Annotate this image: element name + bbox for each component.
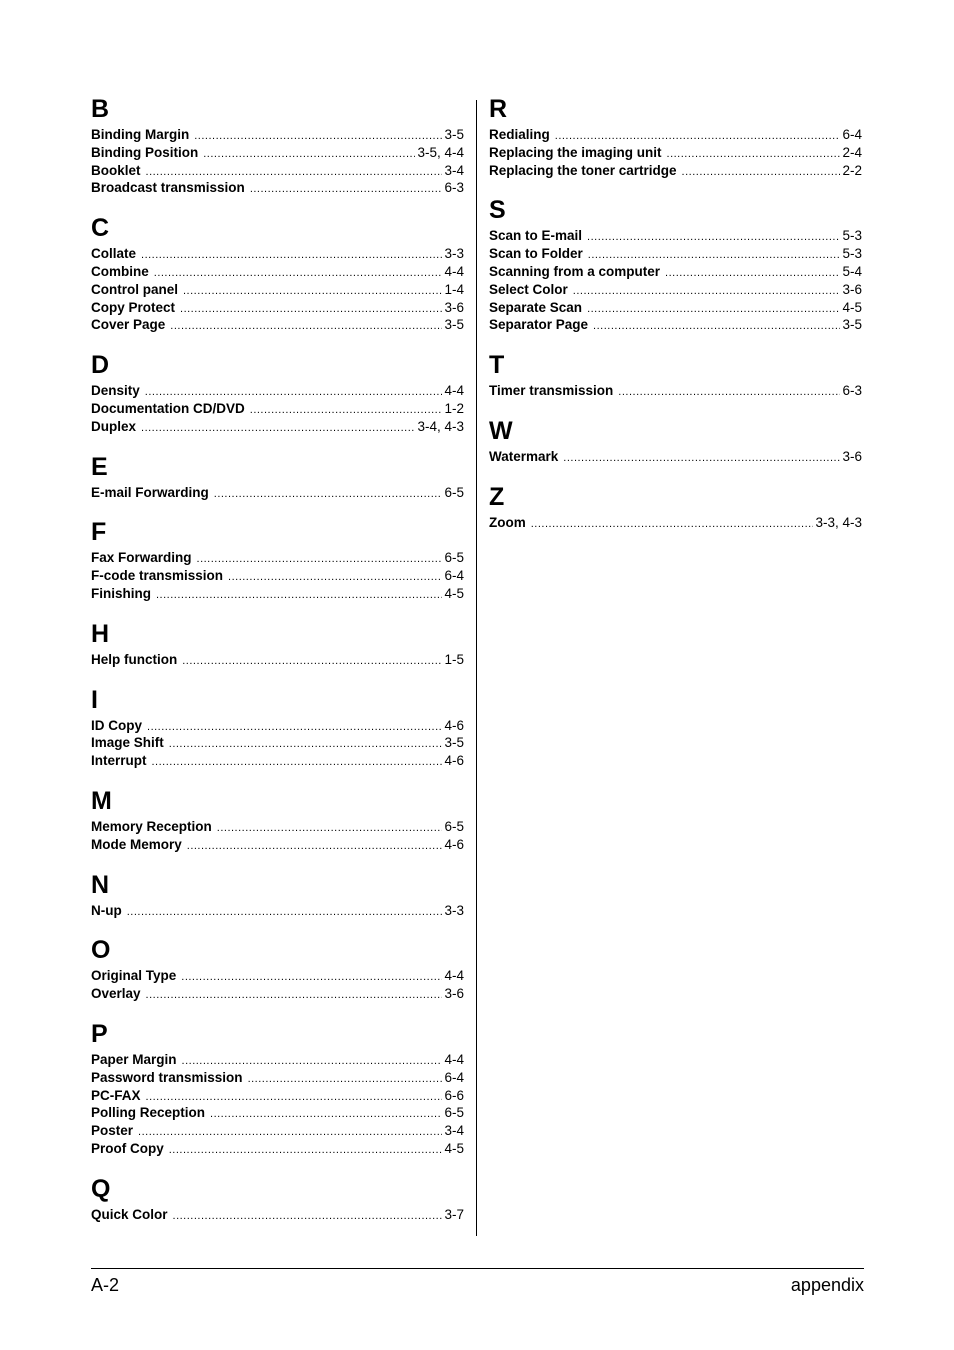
dot-leader: [169, 736, 443, 754]
index-entry-page: 6-3: [842, 383, 862, 399]
index-letter-heading: W: [489, 416, 513, 445]
index-entry: [489, 382, 862, 400]
index-entry-term: PC-FAX: [91, 1087, 141, 1103]
index-entry-page: 3-5: [444, 735, 464, 751]
index-letter-heading: P: [91, 1019, 108, 1048]
index-entry-term: Broadcast transmission: [91, 180, 245, 196]
index-entry-page: 2-2: [842, 162, 862, 178]
index-entry: [91, 717, 464, 735]
index-entry: [91, 734, 464, 752]
index-entry-list: [91, 965, 464, 1003]
index-entry-page: 6-5: [444, 550, 464, 566]
index-entry-page: 6-3: [444, 180, 464, 196]
index-entry-term: Fax Forwarding: [91, 550, 192, 566]
dot-leader: [183, 283, 442, 301]
dot-leader: [181, 969, 442, 987]
index-entry-term: Timer transmission: [489, 383, 614, 399]
index-entry: [91, 144, 464, 162]
index-letter-heading: H: [91, 619, 110, 648]
dot-leader: [248, 1071, 443, 1089]
index-entry-term: Help function: [91, 651, 178, 667]
footer-page-number: A-2: [91, 1275, 120, 1295]
index-entry-term: Separate Scan: [489, 299, 583, 315]
dot-leader: [214, 486, 443, 504]
index-entry-page: 3-7: [444, 1206, 464, 1222]
index-entry: [489, 245, 862, 263]
index-entry: [91, 1069, 464, 1087]
dot-leader: [141, 420, 415, 438]
index-letter-heading: Z: [489, 482, 505, 511]
index-entry: [91, 126, 464, 144]
index-letter-heading: F: [91, 518, 107, 547]
index-entry-list: [489, 225, 862, 334]
index-letter-heading: M: [91, 786, 112, 815]
index-entry-term: Poster: [91, 1123, 134, 1139]
index-entry-page: 4-4: [444, 263, 464, 279]
index-entry-term: Proof Copy: [91, 1140, 164, 1156]
dot-leader: [210, 1106, 442, 1124]
index-entry-list: [489, 124, 862, 179]
index-entry: [489, 126, 862, 144]
index-entry-term: Duplex: [91, 418, 137, 434]
index-entry: [91, 245, 464, 263]
index-entry: [91, 281, 464, 299]
dot-leader: [141, 247, 442, 265]
index-letter-heading: N: [91, 870, 110, 899]
index-entry: [91, 967, 464, 985]
index-entry-page: 3-4: [444, 162, 464, 178]
dot-leader: [170, 318, 442, 336]
index-entry-page: 6-4: [842, 127, 862, 142]
index-section-n: [91, 871, 464, 920]
dot-leader: [618, 384, 840, 402]
index-entry-page: 3-6: [842, 448, 862, 464]
index-entry: [91, 1140, 464, 1158]
index-entry-term: Scan to Folder: [489, 246, 583, 262]
dot-leader: [169, 1142, 443, 1160]
index-letter-heading: Q: [91, 1174, 111, 1203]
index-section-r: [489, 95, 862, 179]
dot-leader: [667, 146, 841, 164]
index-entry-term: Finishing: [91, 585, 151, 601]
index-section-c: [91, 214, 464, 334]
index-entry-page: 6-5: [444, 484, 464, 500]
index-entry-term: Password transmission: [91, 1069, 243, 1085]
index-entry-term: Polling Reception: [91, 1105, 206, 1121]
index-entry-page: 4-4: [444, 1051, 464, 1067]
index-letter-heading: C: [91, 214, 110, 243]
index-entry-page: 3-3: [444, 902, 464, 918]
dot-leader: [187, 838, 443, 856]
index-entry: [91, 1104, 464, 1122]
index-entry-page: 6-4: [444, 568, 464, 584]
index-section-i: [91, 686, 464, 770]
index-entry: [489, 263, 862, 281]
index-entry: [91, 418, 464, 436]
index-entry: [91, 162, 464, 180]
index-entry: [91, 299, 464, 317]
index-entry: [91, 985, 464, 1003]
index-section-e: [91, 453, 464, 502]
index-entry-page: 1-4: [444, 281, 464, 297]
index-section-t: [489, 351, 862, 400]
index-entry: [91, 382, 464, 400]
index-section-f: [91, 518, 464, 602]
dot-leader: [152, 754, 443, 772]
index-entry-list: [91, 649, 464, 669]
dot-leader: [593, 318, 840, 336]
dot-leader: [563, 450, 840, 468]
index-letter-heading: B: [91, 95, 110, 123]
index-entry-list: [489, 446, 862, 466]
index-entry-page: 4-5: [842, 299, 862, 315]
index-entry-page: 3-3: [444, 246, 464, 262]
index-letter-heading: O: [91, 936, 111, 965]
index-entry-term: Control panel: [91, 281, 178, 297]
index-entry-page: 3-5, 4-4: [417, 144, 464, 160]
index-entry: [91, 316, 464, 334]
index-entry-list: [91, 1049, 464, 1158]
index-entry-term: Copy Protect: [91, 299, 176, 315]
index-entry-page: 4-6: [444, 836, 464, 852]
index-letter-heading: E: [91, 452, 108, 481]
index-entry-page: 4-5: [444, 585, 464, 601]
index-entry: [91, 1206, 464, 1224]
index-entry-term: Binding Position: [91, 144, 199, 160]
dot-leader: [250, 402, 443, 420]
dot-leader: [127, 904, 443, 922]
index-entry-term: Density: [91, 383, 140, 399]
index-entry-term: Select Color: [489, 281, 568, 297]
index-letter-heading: D: [91, 351, 110, 380]
index-entry-page: 3-6: [444, 299, 464, 315]
index-entry: [91, 902, 464, 920]
index-section-o: [91, 936, 464, 1003]
dot-leader: [665, 265, 840, 283]
index-letter-heading: R: [489, 95, 508, 123]
index-entry-list: [91, 243, 464, 334]
index-entry: [91, 752, 464, 770]
dot-leader: [197, 551, 443, 569]
index-column-left: [91, 95, 464, 1224]
dot-leader: [147, 719, 442, 737]
index-entry-list: [91, 482, 464, 502]
index-section-s: [489, 196, 862, 334]
index-entry-page: 5-4: [842, 263, 862, 279]
index-entry-page: 3-4: [444, 1123, 464, 1139]
dot-leader: [154, 265, 443, 283]
index-entry-term: Scan to E-mail: [489, 228, 583, 244]
index-entry-page: 3-4, 4-3: [417, 418, 464, 434]
index-entry: [91, 179, 464, 197]
index-entry-page: 3-5: [444, 317, 464, 333]
index-entry: [91, 585, 464, 603]
index-entry-list: [91, 124, 464, 197]
footer-section-title: appendix: [790, 1275, 864, 1295]
index-entry-term: Binding Margin: [91, 127, 190, 142]
index-entry-page: 6-5: [444, 818, 464, 834]
index-entry: [489, 281, 862, 299]
dot-leader: [138, 1124, 442, 1142]
index-entry-term: Replacing the toner cartridge: [489, 162, 677, 178]
index-entry: [489, 299, 862, 317]
index-entry: [489, 316, 862, 334]
index-entry: [91, 1087, 464, 1105]
index-entry-term: Original Type: [91, 968, 177, 984]
index-entry-page: 6-5: [444, 1105, 464, 1121]
index-letter-heading: T: [489, 351, 505, 380]
index-entry-page: 4-5: [444, 1140, 464, 1156]
index-entry-term: Interrupt: [91, 753, 147, 769]
index-entry-term: Redialing: [489, 127, 550, 142]
dot-leader: [228, 569, 442, 587]
index-entry: [91, 818, 464, 836]
index-entry-term: Separator Page: [489, 317, 589, 333]
index-entry-page: 4-6: [444, 753, 464, 769]
index-letter-heading: S: [489, 196, 506, 225]
index-section-d: [91, 351, 464, 435]
index-entry-term: Mode Memory: [91, 836, 182, 852]
index-entry-term: Collate: [91, 246, 137, 262]
dot-leader: [573, 283, 841, 301]
index-section-q: [91, 1175, 464, 1224]
index-entry-term: Watermark: [489, 448, 559, 464]
index-entry-term: E-mail Forwarding: [91, 484, 209, 500]
index-section-b: [91, 95, 464, 197]
index-entry-term: Memory Reception: [91, 818, 212, 834]
index-entry-term: Scanning from a computer: [489, 263, 661, 279]
index-entry: [91, 567, 464, 585]
index-entry-list: [91, 380, 464, 435]
dot-leader: [194, 128, 442, 146]
index-entry-list: [91, 816, 464, 854]
dot-leader: [217, 820, 443, 838]
index-entry-page: 6-4: [444, 1069, 464, 1085]
index-entry-page: 5-3: [842, 228, 862, 244]
index-column-right: [489, 95, 862, 532]
index-entry-page: 3-3, 4-3: [815, 514, 862, 530]
index-entry-list: [91, 1204, 464, 1224]
index-entry-page: 1-5: [444, 651, 464, 667]
dot-leader: [203, 146, 415, 164]
index-entry-term: Quick Color: [91, 1206, 168, 1222]
index-entry-term: Documentation CD/DVD: [91, 400, 245, 416]
dot-leader: [146, 987, 443, 1005]
dot-leader: [180, 301, 442, 319]
index-section-m: [91, 787, 464, 854]
index-entry: [91, 549, 464, 567]
index-entry: [489, 144, 862, 162]
dot-leader: [173, 1208, 443, 1226]
index-entry: [91, 1051, 464, 1069]
index-entry-page: 3-6: [444, 986, 464, 1002]
index-entry-term: Booklet: [91, 162, 141, 178]
index-entry-term: Zoom: [489, 514, 526, 530]
index-entry-term: Paper Margin: [91, 1051, 177, 1067]
index-section-z: [489, 483, 862, 532]
index-entry: [91, 263, 464, 281]
index-section-h: [91, 620, 464, 669]
index-entry-list: [91, 547, 464, 602]
index-entry: [489, 514, 862, 532]
index-entry-page: 3-6: [842, 281, 862, 297]
index-entry-page: 6-6: [444, 1087, 464, 1103]
column-divider: [476, 100, 477, 1236]
index-entry: [489, 448, 862, 466]
index-entry: [91, 484, 464, 502]
footer-rule: [91, 1268, 864, 1269]
index-entry-term: Overlay: [91, 986, 141, 1002]
index-entry-term: Replacing the imaging unit: [489, 144, 662, 160]
dot-leader: [156, 587, 442, 605]
dot-leader: [182, 653, 442, 671]
index-entry: [489, 227, 862, 245]
index-entry: [489, 162, 862, 180]
index-entry: [91, 400, 464, 418]
index-entry-page: 4-4: [444, 968, 464, 984]
dot-leader: [587, 301, 840, 319]
dot-leader: [531, 516, 814, 534]
dot-leader: [250, 181, 443, 199]
index-entry-page: 2-4: [842, 144, 862, 160]
index-entry-term: Image Shift: [91, 735, 164, 751]
index-section-w: [489, 417, 862, 466]
index-entry: [91, 836, 464, 854]
index-entry-list: [91, 715, 464, 770]
index-section-p: [91, 1020, 464, 1158]
index-entry-list: [489, 512, 862, 532]
index-entry-term: N-up: [91, 902, 122, 918]
index-entry-page: 5-3: [842, 246, 862, 262]
index-entry-page: 1-2: [444, 400, 464, 416]
index-entry-page: 4-4: [444, 383, 464, 399]
dot-leader: [587, 229, 840, 247]
index-letter-heading: I: [91, 685, 98, 714]
index-entry-term: ID Copy: [91, 717, 143, 733]
dot-leader: [682, 164, 841, 182]
index-entry-page: 3-5: [842, 317, 862, 333]
index-entry: [91, 1122, 464, 1140]
index-entry: [91, 651, 464, 669]
index-entry-term: Combine: [91, 263, 149, 279]
index-entry-term: Cover Page: [91, 317, 166, 333]
index-entry-page: 3-5: [444, 127, 464, 142]
index-entry-list: [489, 380, 862, 400]
index-entry-page: 4-6: [444, 717, 464, 733]
index-entry-term: F-code transmission: [91, 568, 224, 584]
index-entry-list: [91, 900, 464, 920]
